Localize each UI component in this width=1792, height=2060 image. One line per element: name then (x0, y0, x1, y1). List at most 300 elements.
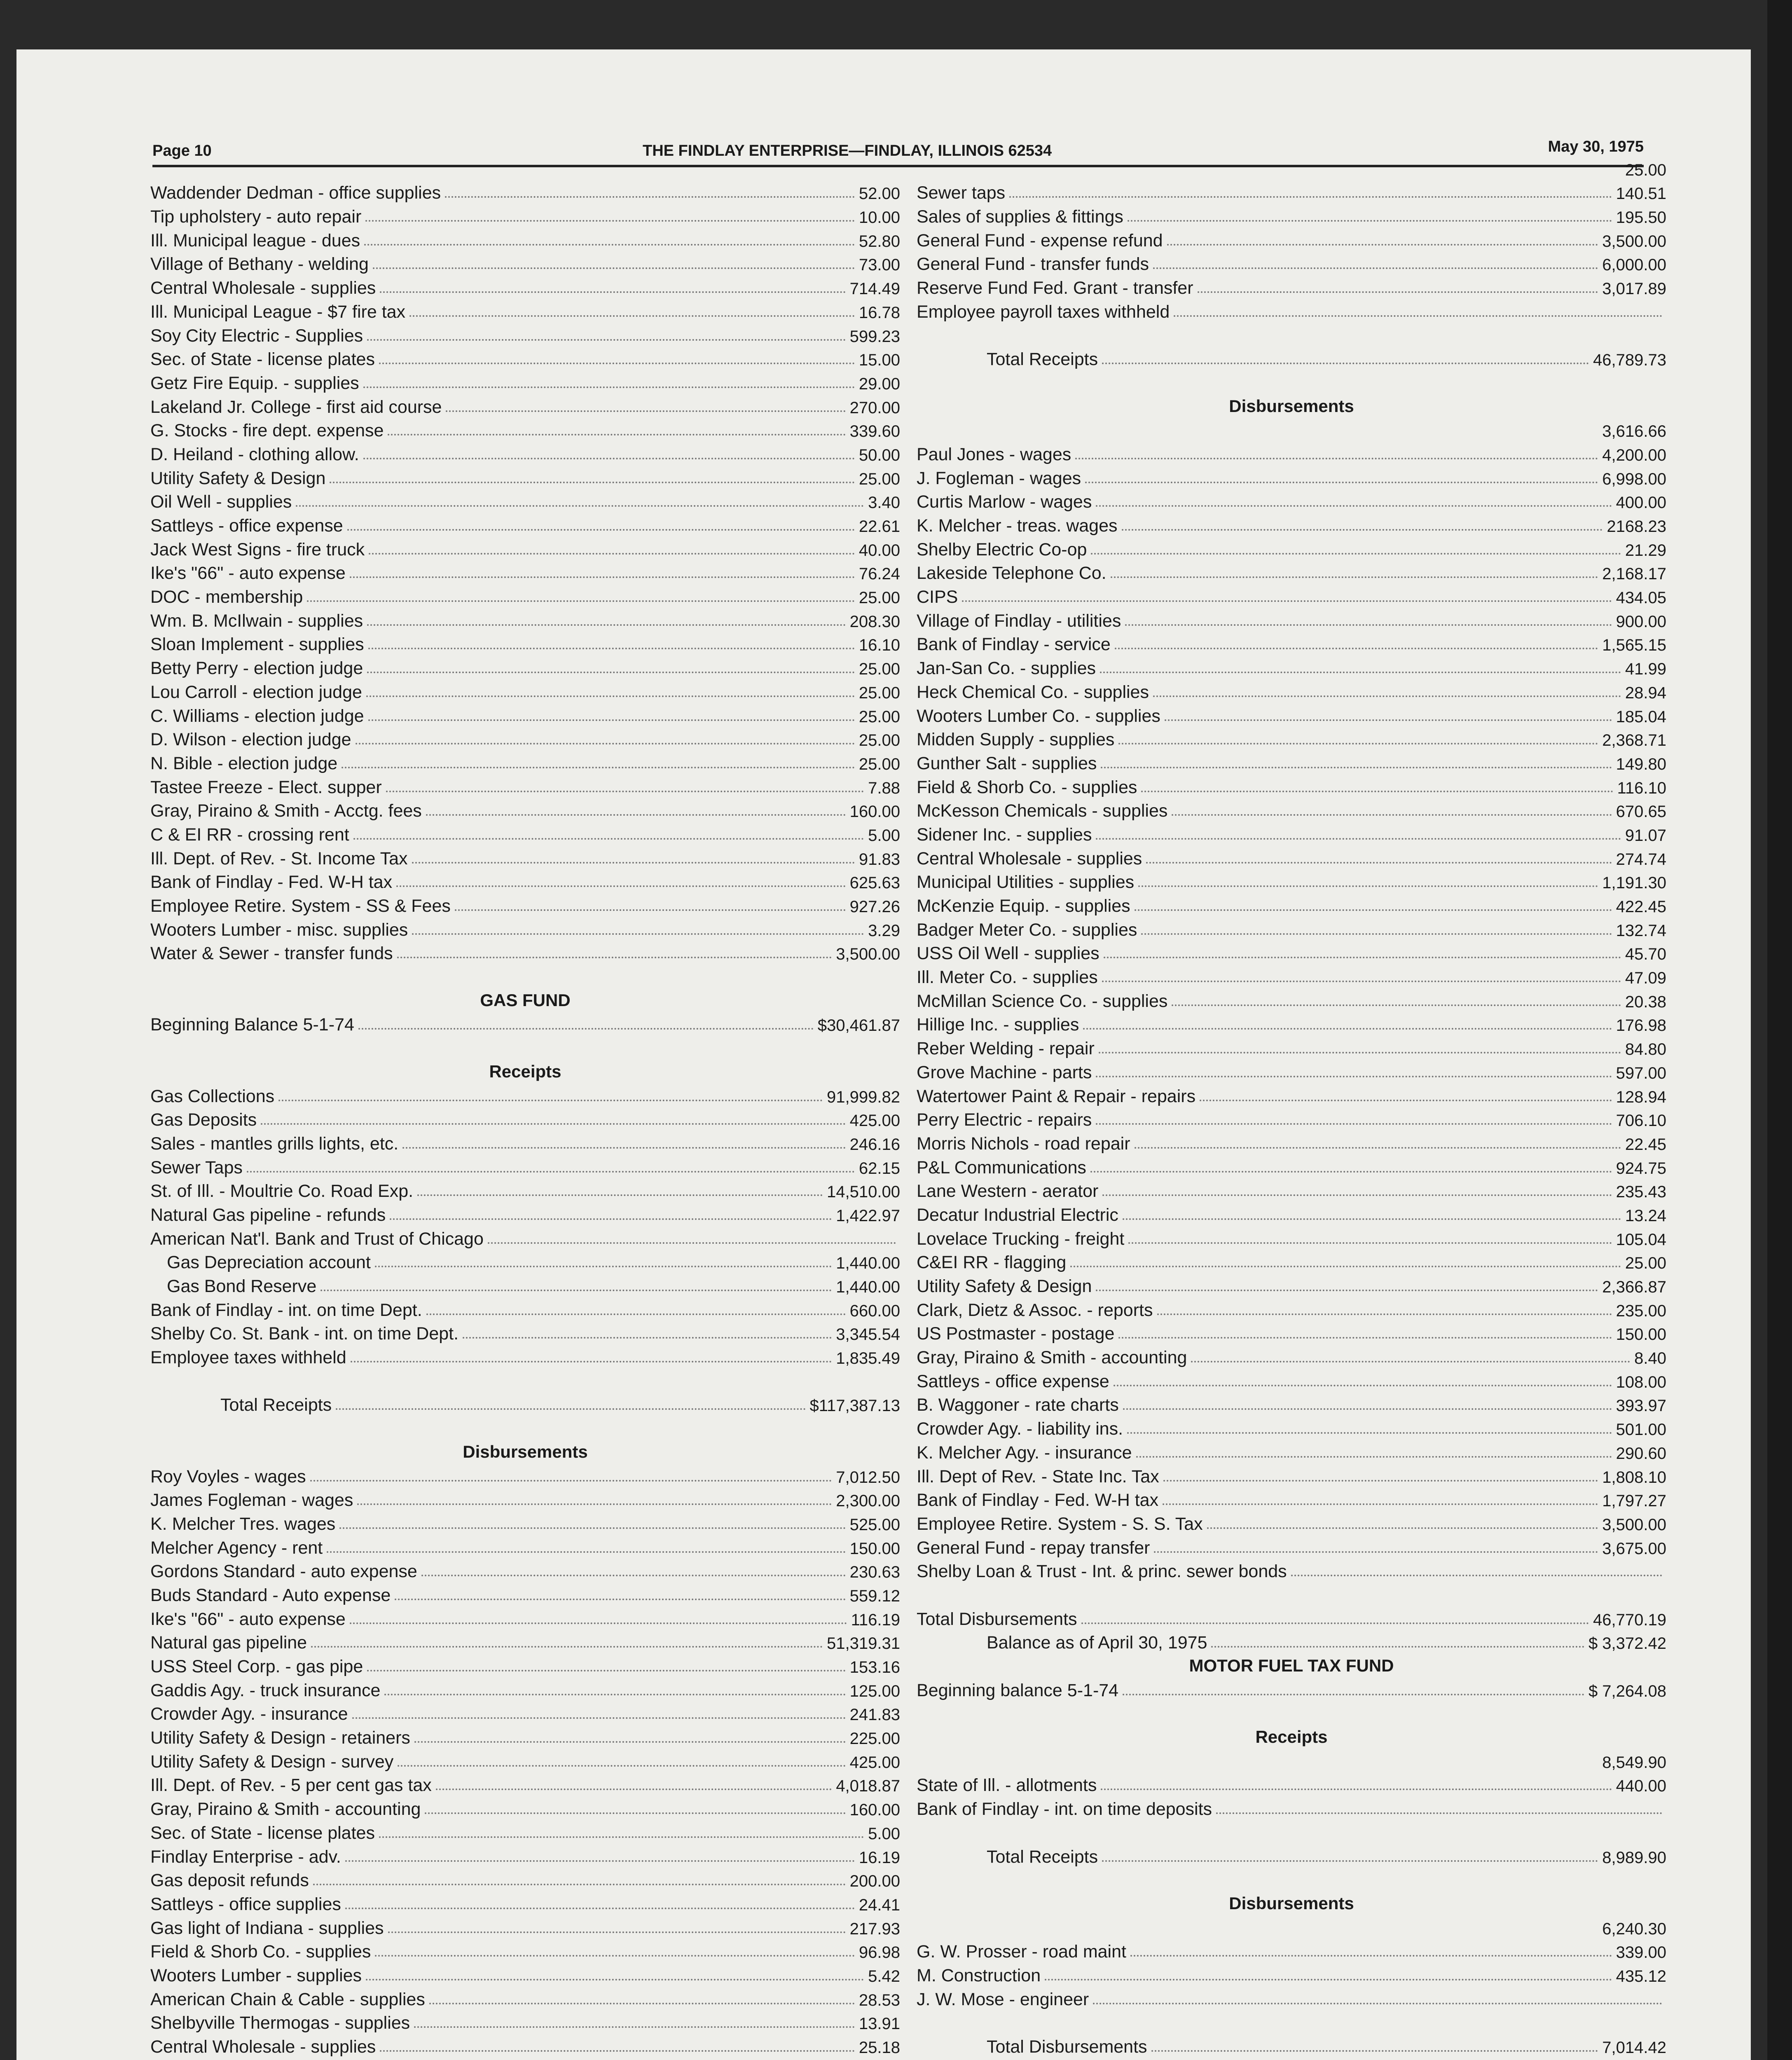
ledger-line (150, 487, 900, 511)
dot-leader (384, 1694, 845, 1695)
line-label: Natural gas pipeline (150, 1633, 307, 1653)
line-label: Total Disbursements (987, 2037, 1147, 2057)
line-amount: 927.26 (849, 898, 900, 916)
dot-leader (425, 1812, 845, 1814)
dot-leader (402, 1147, 845, 1149)
ledger-line (150, 1723, 900, 1747)
ledger-line (917, 464, 1666, 487)
line-label: K. Melcher - treas. wages (917, 516, 1118, 536)
dot-leader (397, 957, 832, 958)
dot-leader (367, 624, 846, 626)
line-label: Grove Machine - parts (917, 1062, 1092, 1082)
line-label: Wooters Lumber Co. - supplies (917, 706, 1160, 726)
ledger-line (917, 1343, 1666, 1367)
line-amount: 84.80 (1625, 1040, 1666, 1059)
line-label: Central Wholesale - supplies (150, 278, 376, 298)
line-amount: 714.49 (849, 280, 900, 298)
line-label: Ill. Meter Co. - supplies (917, 967, 1098, 988)
line-amount: 3,500.00 (836, 945, 900, 964)
line-label: Utility Safety & Design - retainers (150, 1728, 410, 1748)
line-amount: 73.00 (859, 256, 900, 274)
line-label: Natural Gas pipeline - refunds (150, 1205, 386, 1225)
line-amount: 670.65 (1616, 803, 1666, 821)
line-label: CIPS (917, 587, 958, 607)
total-line (917, 2032, 1666, 2056)
dot-leader (339, 1527, 845, 1529)
dot-leader (358, 1028, 814, 1030)
line-amount: $ 3,372.42 (1588, 1634, 1666, 1653)
line-label: Jack West Signs - fire truck (150, 539, 365, 559)
dot-leader (1102, 981, 1621, 982)
dot-leader (1123, 1694, 1584, 1695)
dot-leader (1091, 553, 1621, 555)
ledger-line (150, 915, 900, 939)
line-label: McKesson Chemicals - supplies (917, 801, 1168, 821)
dot-leader (380, 2050, 855, 2052)
dot-leader (330, 482, 855, 483)
line-amount: 160.00 (849, 803, 900, 821)
line-amount: 1,808.10 (1602, 1468, 1666, 1486)
ledger-line (150, 202, 900, 226)
spacer (917, 368, 1666, 392)
dot-leader (1153, 267, 1598, 269)
line-label: Gray, Piraino & Smith - accounting (917, 1348, 1187, 1368)
spacer (150, 1367, 900, 1390)
spacer (917, 321, 1666, 345)
dot-leader (1157, 1313, 1612, 1315)
line-amount: 128.94 (1616, 1088, 1666, 1106)
line-amount: 91,999.82 (827, 1088, 900, 1106)
line-label: Gray, Piraino & Smith - Acctg. fees (150, 801, 422, 821)
line-label: Municipal Utilities - supplies (917, 872, 1135, 892)
ledger-line (150, 749, 900, 772)
line-amount: 46,789.73 (1593, 351, 1666, 370)
line-label: Midden Supply - supplies (917, 730, 1115, 750)
dot-leader (1154, 1551, 1598, 1553)
line-label: Lovelace Trucking - freight (917, 1229, 1125, 1249)
ledger-line (917, 1390, 1666, 1414)
line-label: J. W. Mose - engineer (917, 1989, 1089, 2009)
ledger-line (150, 939, 900, 963)
line-amount: 4,018.87 (836, 1777, 900, 1795)
dot-leader (390, 1218, 832, 1220)
spacer (917, 2008, 1666, 2032)
ledger-line (917, 297, 1666, 321)
dot-leader (1118, 1337, 1612, 1339)
dot-leader (417, 1194, 823, 1196)
line-amount: 501.00 (1616, 1421, 1666, 1439)
ledger-line (917, 1486, 1666, 1510)
line-label: D. Heiland - clothing allow. (150, 444, 359, 464)
line-label: Paul Jones - wages (917, 444, 1071, 464)
dot-leader (307, 600, 855, 602)
line-amount: 6,998.00 (1602, 470, 1666, 488)
ledger-line (150, 2008, 900, 2032)
ledger-line (150, 559, 900, 583)
line-label: Sidener Inc. - supplies (917, 824, 1092, 845)
line-label: St. of Ill. - Moultrie Co. Road Exp. (150, 1181, 414, 1201)
dot-leader (412, 933, 864, 935)
dot-leader (350, 1622, 847, 1624)
line-label: C & EI RR - crossing rent (150, 824, 349, 845)
dot-leader (1136, 1456, 1612, 1458)
dot-leader (1118, 743, 1598, 744)
ledger-line (917, 915, 1666, 939)
ledger-line (917, 820, 1666, 844)
line-label: Lakeland Jr. College - first aid course (150, 397, 442, 417)
line-amount: 270.00 (849, 398, 900, 417)
dot-leader (414, 1741, 846, 1743)
dot-leader (1216, 1812, 1662, 1814)
dot-leader (386, 791, 864, 792)
line-label: Getz Fire Equip. - supplies (150, 373, 359, 393)
dot-leader (1167, 244, 1598, 246)
line-label: Buds Standard - Auto expense (150, 1585, 391, 1605)
line-amount: 235.00 (1616, 1302, 1666, 1320)
line-label: Beginning Balance 5-1-74 (150, 1015, 354, 1035)
line-label: Central Wholesale - supplies (150, 2037, 376, 2057)
line-amount: 3,616.66 (1602, 422, 1666, 441)
line-label: Ill. Municipal League - $7 fire tax (150, 302, 406, 322)
line-amount: 1,835.49 (836, 1349, 900, 1368)
line-label: Roy Voyles - wages (150, 1466, 306, 1486)
ledger-line (917, 796, 1666, 820)
ledger-line (917, 1058, 1666, 1082)
dot-leader (1200, 1100, 1612, 1101)
line-amount: 62.15 (859, 1159, 900, 1177)
line-label: G. W. Prosser - road maint (917, 1942, 1126, 1962)
dot-leader (1125, 624, 1612, 626)
line-label: Sloan Implement - supplies (150, 634, 364, 655)
issue-date: May 30, 1975 (1548, 138, 1644, 155)
dot-leader (1096, 1290, 1598, 1291)
line-label: Sales - mantles grills lights, etc. (150, 1133, 399, 1154)
line-amount: 25.00 (859, 660, 900, 679)
line-amount: 8.40 (1634, 1349, 1666, 1368)
line-amount: 116.10 (1617, 779, 1666, 797)
line-label: Village of Findlay - utilities (917, 611, 1121, 631)
ledger-line (150, 511, 900, 535)
dot-leader (356, 743, 855, 744)
line-label: Sewer taps (917, 183, 1006, 203)
line-amount: 6,240.30 (1602, 1920, 1666, 1938)
ledger-line (917, 1224, 1666, 1248)
line-label: Employee payroll taxes withheld (917, 302, 1170, 322)
line-amount: 235.43 (1616, 1183, 1666, 1201)
line-label: Sec. of State - license plates (150, 1823, 375, 1843)
line-amount: 7.88 (868, 779, 900, 797)
line-amount: 599.23 (849, 327, 900, 346)
dot-leader (352, 1717, 846, 1719)
line-label: Sattleys - office supplies (150, 1894, 341, 1914)
ledger-line (917, 1034, 1666, 1058)
dot-leader (1070, 1266, 1621, 1267)
ledger-line (150, 1866, 900, 1890)
dot-leader (261, 1123, 846, 1125)
line-amount: 225.00 (849, 1730, 900, 1748)
ledger-line (150, 1248, 900, 1272)
line-label: N. Bible - election judge (150, 753, 338, 773)
line-amount: 3,017.89 (1602, 280, 1666, 298)
line-amount: 8,549.90 (1602, 1753, 1666, 1772)
line-label: D. Wilson - election judge (150, 730, 351, 750)
dot-leader (345, 1908, 855, 1909)
line-amount: 1,797.27 (1602, 1492, 1666, 1510)
dot-leader (368, 719, 855, 721)
line-amount: 25.00 (859, 755, 900, 773)
dot-leader (336, 1408, 805, 1410)
line-label: Water & Sewer - transfer funds (150, 943, 393, 964)
dot-leader (375, 1266, 832, 1267)
line-label: Wooters Lumber - supplies (150, 1965, 362, 1985)
ledger-line (150, 368, 900, 392)
line-amount: 25.18 (859, 2039, 900, 2057)
dot-leader (1191, 1361, 1630, 1362)
ledger-line (150, 178, 900, 202)
section-heading: Disbursements (1229, 1893, 1354, 1913)
ledger-line (917, 1509, 1666, 1533)
line-amount: 25.00 (859, 684, 900, 702)
dot-leader (365, 220, 855, 222)
ledger-line (917, 511, 1666, 535)
line-amount: 108.00 (1616, 1373, 1666, 1391)
spacer (150, 962, 900, 986)
dot-leader (379, 363, 855, 364)
ledger-line (917, 772, 1666, 796)
line-amount: 393.97 (1616, 1397, 1666, 1415)
line-amount: 200.00 (849, 1872, 900, 1891)
line-label: James Fogleman - wages (150, 1490, 353, 1510)
dot-leader (455, 909, 846, 911)
dot-leader (1211, 1646, 1584, 1648)
line-label: Shelby Electric Co-op (917, 539, 1087, 559)
line-amount: 435.12 (1616, 1967, 1666, 1985)
newspaper-title: THE FINDLAY ENTERPRISE—FINDLAY, ILLINOIS 62534 (643, 142, 1052, 159)
ledger-line (917, 1913, 1666, 1937)
dot-leader (414, 2026, 855, 2028)
ledger-line (150, 1628, 900, 1652)
dot-leader (1138, 885, 1598, 887)
dot-leader (345, 1860, 855, 1862)
line-label: Lou Carroll - election judge (150, 682, 362, 702)
ledger-line (150, 535, 900, 559)
ledger-line (150, 1937, 900, 1961)
ledger-line (150, 725, 900, 749)
line-amount: 339.00 (1616, 1943, 1666, 1962)
line-amount: 434.05 (1616, 589, 1666, 607)
line-label: Morris Nichols - road repair (917, 1133, 1130, 1154)
line-label: Crowder Agy. - liability ins. (917, 1419, 1123, 1439)
ledger-line (917, 1937, 1666, 1961)
dot-leader (1122, 529, 1603, 531)
dot-leader (366, 695, 855, 697)
line-amount: 3,675.00 (1602, 1539, 1666, 1558)
dot-leader (1128, 220, 1612, 222)
line-amount: 208.30 (849, 612, 900, 631)
line-label: C. Williams - election judge (150, 706, 364, 726)
dot-leader (1096, 505, 1612, 507)
line-amount: 22.61 (859, 517, 900, 536)
dot-leader (1198, 291, 1598, 293)
line-amount: 900.00 (1616, 612, 1666, 631)
line-label: Ill. Dept. of Rev. - St. Income Tax (150, 848, 408, 868)
line-label: P&L Communications (917, 1157, 1086, 1177)
ledger-line (150, 1129, 900, 1153)
ledger-line (917, 582, 1666, 606)
dot-leader (1128, 1242, 1612, 1244)
ledger-line (150, 677, 900, 701)
line-amount: 13.91 (859, 2015, 900, 2033)
dot-leader (1141, 791, 1613, 792)
line-label: Total Disbursements (917, 1609, 1077, 1629)
line-label: Wooters Lumber - misc. supplies (150, 920, 408, 940)
line-label: K. Melcher Agy. - insurance (917, 1442, 1132, 1463)
line-amount: 25.00 (859, 707, 900, 726)
ledger-line (150, 1153, 900, 1177)
ledger-line (917, 1248, 1666, 1272)
ledger-line (150, 297, 900, 321)
line-label: Bank of Findlay - service (917, 634, 1111, 655)
line-amount: 91.83 (859, 850, 900, 868)
line-label: General Fund - transfer funds (917, 254, 1149, 274)
section-heading: Disbursements (463, 1442, 588, 1461)
ledger-line (917, 962, 1666, 986)
spacer (150, 1414, 900, 1438)
line-label: Sewer Taps (150, 1157, 243, 1177)
dot-leader (446, 410, 845, 412)
line-amount: 195.50 (1616, 208, 1666, 227)
line-label: Shelbyville Thermogas - supplies (150, 2013, 410, 2033)
ledger-line (150, 844, 900, 868)
ledger-line (917, 844, 1666, 868)
ledger-line (150, 630, 900, 654)
line-label: Bank of Findlay - Fed. W-H tax (150, 872, 393, 892)
ledger-line (150, 1010, 900, 1034)
line-label: Ike's "66" - auto expense (150, 1609, 346, 1629)
line-amount: 50.00 (859, 446, 900, 464)
line-label: Waddender Dedman - office supplies (150, 183, 441, 203)
line-label: Gas deposit refunds (150, 1870, 309, 1891)
dot-leader (421, 1575, 846, 1576)
dot-leader (1083, 1028, 1612, 1030)
line-amount: 16.78 (859, 303, 900, 322)
line-amount: 3,500.00 (1602, 1515, 1666, 1534)
line-label: Melcher Agency - rent (150, 1538, 323, 1558)
dot-leader (1090, 1171, 1612, 1173)
line-label: General Fund - repay transfer (917, 1538, 1150, 1558)
line-amount: 15.00 (859, 351, 900, 370)
line-label: American Chain & Cable - supplies (150, 1989, 425, 2009)
line-label: USS Steel Corp. - gas pipe (150, 1657, 363, 1676)
line-label: Gas Deposits (150, 1110, 257, 1130)
dot-leader (367, 1670, 845, 1671)
dot-leader (1104, 957, 1621, 958)
dot-leader (375, 1955, 855, 1957)
dot-leader (366, 1979, 864, 1980)
dot-leader (488, 1242, 896, 1244)
line-amount: 25.00 (1625, 161, 1666, 179)
line-label: Reserve Fund Fed. Grant - transfer (917, 278, 1193, 298)
ledger-line (150, 392, 900, 416)
line-amount: 16.10 (859, 636, 900, 655)
dot-leader (409, 315, 855, 317)
dot-leader (1127, 1432, 1612, 1434)
line-label: DOC - membership (150, 587, 303, 607)
line-label: Beginning balance 5-1-74 (917, 1680, 1119, 1700)
line-amount: 246.16 (849, 1135, 900, 1154)
line-label: Heck Chemical Co. - supplies (917, 682, 1149, 702)
line-label: Field & Shorb Co. - supplies (917, 777, 1137, 797)
line-amount: 153.16 (849, 1658, 900, 1676)
dot-leader (436, 1788, 832, 1790)
section-heading: MOTOR FUEL TAX FUND (1189, 1656, 1394, 1675)
line-label: Bank of Findlay - int. on time Dept. (150, 1300, 422, 1320)
dot-leader (1172, 814, 1612, 816)
ledger-line (917, 1177, 1666, 1201)
line-label: Crowder Agy. - insurance (150, 1704, 348, 1724)
line-label: Tastee Freeze - Elect. supper (150, 777, 382, 797)
dot-leader (379, 1836, 864, 1838)
line-amount: 5.00 (868, 826, 900, 845)
dot-leader (429, 2003, 855, 2004)
line-label: Decatur Industrial Electric (917, 1205, 1118, 1225)
line-label: Tip upholstery - auto repair (150, 207, 362, 227)
ledger-line (150, 345, 900, 369)
ledger-line (917, 939, 1666, 963)
ledger-line (917, 1771, 1666, 1795)
line-amount: 40.00 (859, 541, 900, 559)
ledger-line (917, 1557, 1666, 1581)
line-amount: 96.98 (859, 1943, 900, 1962)
dot-leader (1099, 1052, 1621, 1053)
dot-leader (445, 196, 855, 198)
dot-leader (1075, 458, 1598, 459)
line-label: Perry Electric - repairs (917, 1110, 1092, 1130)
line-label: Betty Perry - election judge (150, 658, 363, 679)
section-heading: Receipts (489, 1061, 561, 1081)
line-label: B. Waggoner - rate charts (917, 1395, 1119, 1415)
dot-leader (1111, 576, 1598, 578)
line-amount: 51,319.31 (827, 1634, 900, 1653)
ledger-line (150, 1913, 900, 1937)
line-label: Gunther Salt - supplies (917, 753, 1097, 773)
dot-leader (1102, 1194, 1612, 1196)
dot-leader (296, 505, 864, 507)
ledger-line (917, 1462, 1666, 1486)
line-amount: 47.09 (1625, 969, 1666, 988)
dot-leader (311, 1646, 823, 1648)
dot-leader (380, 291, 845, 293)
ledger-line (150, 582, 900, 606)
line-label: Employee taxes withheld (150, 1348, 346, 1368)
dot-leader (1100, 672, 1621, 673)
dot-leader (342, 767, 855, 768)
ledger-line (917, 154, 1666, 178)
line-amount: 21.29 (1625, 541, 1666, 559)
line-amount: 425.00 (849, 1112, 900, 1130)
line-amount: 217.93 (849, 1920, 900, 1938)
line-amount: 6,000.00 (1602, 256, 1666, 274)
line-label: Wm. B. McIlwain - supplies (150, 611, 363, 631)
ledger-line (150, 1082, 900, 1105)
line-amount: 25.00 (859, 589, 900, 607)
line-amount: 52.80 (859, 232, 900, 250)
dot-leader (368, 648, 855, 649)
ledger-line (150, 226, 900, 250)
line-label: Oil Well - supplies (150, 492, 292, 512)
ledger-line (917, 868, 1666, 892)
line-label: Jan-San Co. - supplies (917, 658, 1096, 679)
